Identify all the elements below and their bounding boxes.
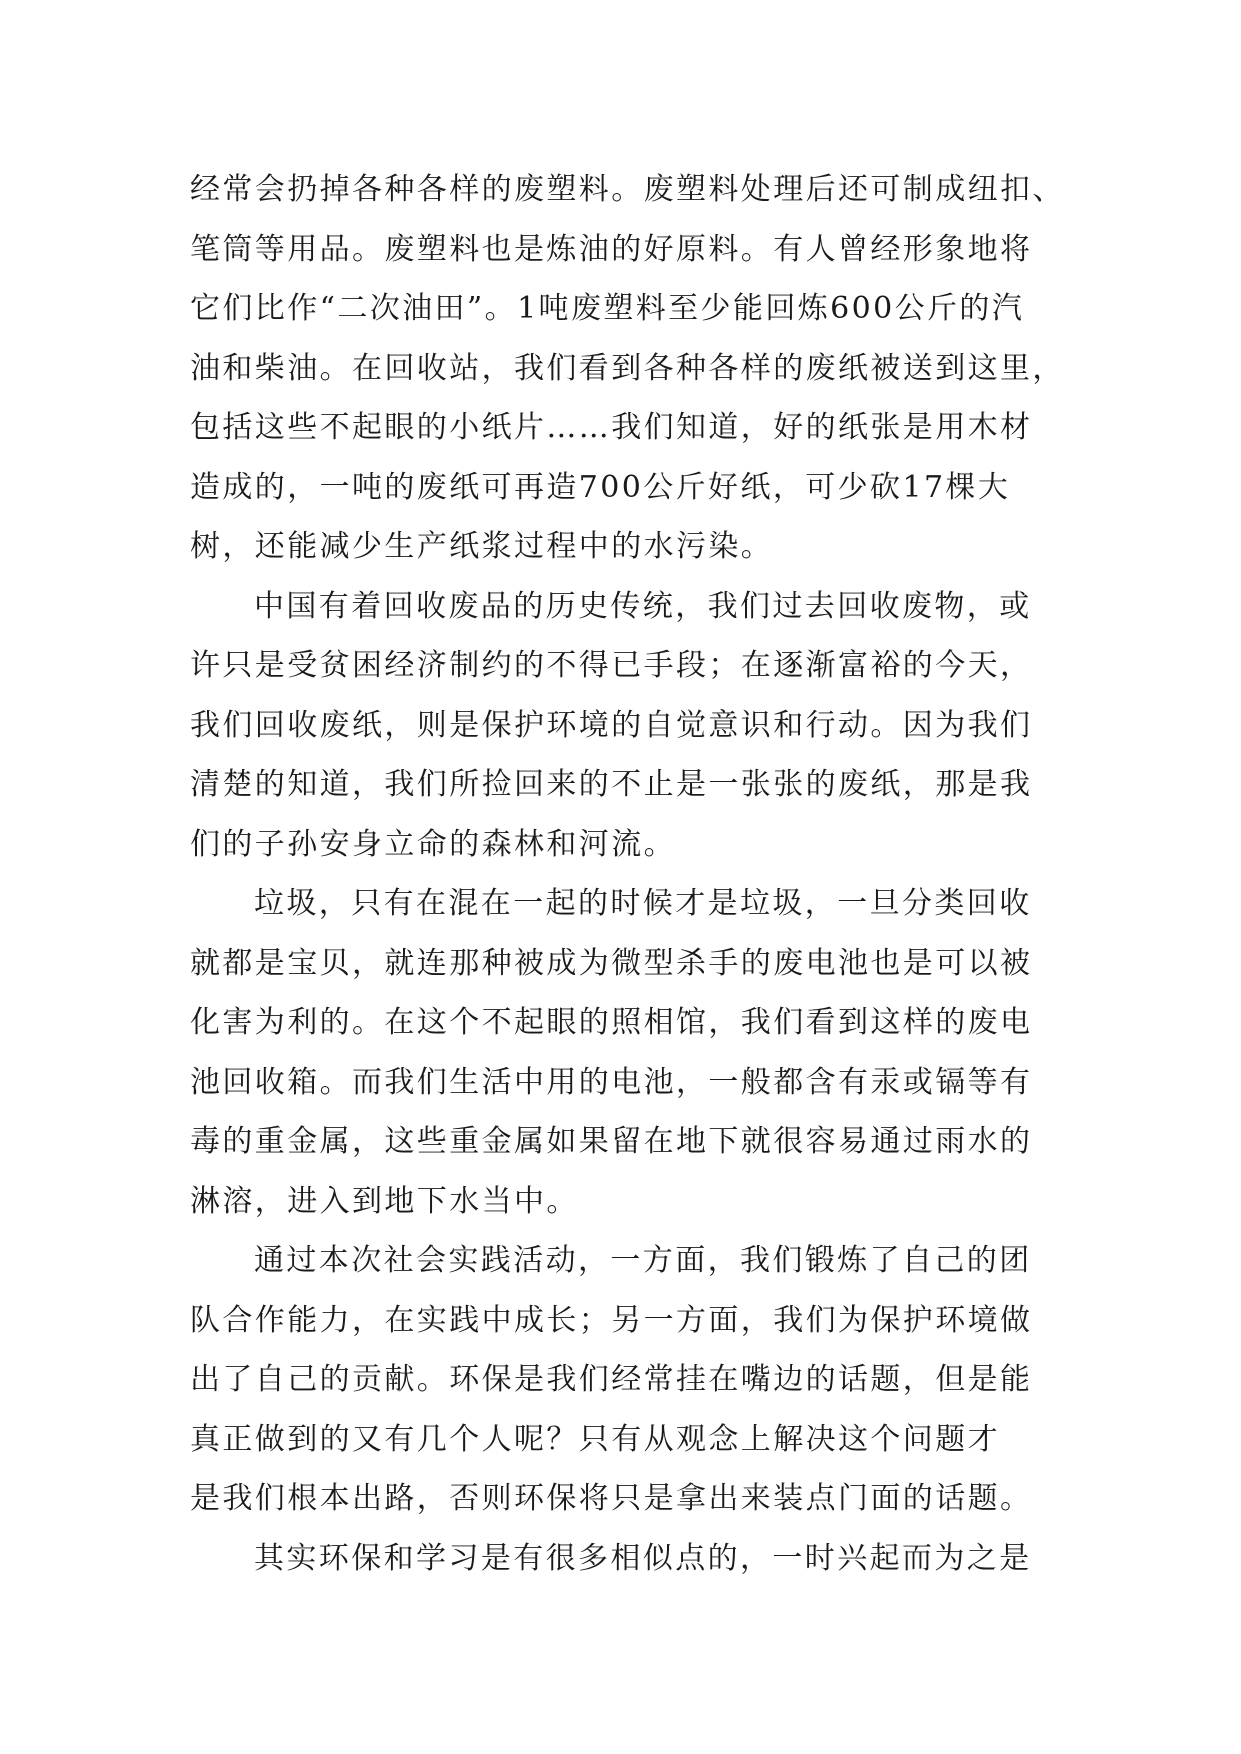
- text-line: 造成的，一吨的废纸可再造700公斤好纸，可少砍17棵大: [190, 469, 1011, 505]
- text-line: 许只是受贫困经济制约的不得已手段；在逐渐富裕的今天，: [190, 648, 1033, 683]
- text-line: 出了自己的贡献。环保是我们经常挂在嘴边的话题，但是能: [190, 1362, 1033, 1397]
- paragraph-first-line: 垃圾，只有在混在一起的时候才是垃圾，一旦分类回收: [254, 886, 1032, 921]
- text-line: 真正做到的又有几个人呢？只有从观念上解决这个问题才: [190, 1421, 1000, 1457]
- text-line: 毒的重金属，这些重金属如果留在地下就很容易通过雨水的: [190, 1124, 1033, 1159]
- text-line: 树，还能减少生产纸浆过程中的水污染。: [190, 529, 774, 564]
- text-line: 它们比作“二次油田”。1吨废塑料至少能回炼600公斤的汽: [190, 291, 1025, 326]
- text-line: 池回收箱。而我们生活中用的电池，一般都含有汞或镉等有: [190, 1064, 1033, 1100]
- text-line: 油和柴油。在回收站，我们看到各种各样的废纸被送到这里，: [190, 350, 1065, 386]
- text-line: 我们回收废纸，则是保护环境的自觉意识和行动。因为我们: [190, 707, 1033, 743]
- text-line: 淋溶，进入到地下水当中。: [190, 1183, 579, 1219]
- text-line: 们的子孙安身立命的森林和河流。: [190, 826, 676, 862]
- text-line: 清楚的知道，我们所捡回来的不止是一张张的废纸，那是我: [190, 767, 1033, 802]
- text-line: 队合作能力，在实践中成长；另一方面，我们为保护环境做: [190, 1302, 1033, 1338]
- paragraph-first-line: 通过本次社会实践活动，一方面，我们锻炼了自己的团: [254, 1243, 1032, 1278]
- text-line: 笔筒等用品。废塑料也是炼油的好原料。有人曾经形象地将: [190, 231, 1033, 267]
- text-line: 就都是宝贝，就连那种被成为微型杀手的废电池也是可以被: [190, 945, 1033, 981]
- paragraph-first-line: 其实环保和学习是有很多相似点的，一时兴起而为之是: [254, 1540, 1032, 1576]
- text-line: 化害为利的。在这个不起眼的照相馆，我们看到这样的废电: [190, 1005, 1033, 1040]
- text-line: 包括这些不起眼的小纸片……我们知道，好的纸张是用木材: [190, 410, 1033, 445]
- paragraph-first-line: 中国有着回收废品的历史传统，我们过去回收废物，或: [254, 588, 1032, 624]
- text-line: 是我们根本出路，否则环保将只是拿出来装点门面的话题。: [190, 1481, 1033, 1516]
- body-text: [190, 160, 1090, 1588]
- text-line: 经常会扔掉各种各样的废塑料。废塑料处理后还可制成纽扣、: [190, 172, 1065, 207]
